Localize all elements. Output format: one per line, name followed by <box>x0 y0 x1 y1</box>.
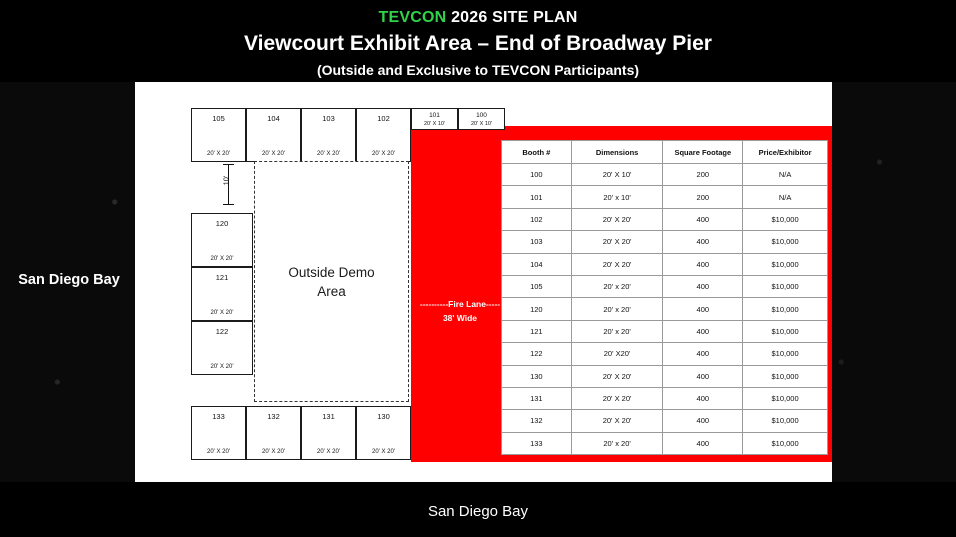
booth-number: 133 <box>212 412 225 421</box>
cell-dimensions: 20' x 20' <box>571 275 663 297</box>
booth-dimensions: 20' X 10' <box>423 121 446 127</box>
booth-101[interactable] <box>411 108 458 130</box>
booth-dimensions: 20' X 20' <box>210 364 234 370</box>
cell-dimensions: 20' X 20' <box>571 208 663 230</box>
dimension-cap-bottom <box>223 204 234 205</box>
cell-booth: 131 <box>502 387 572 409</box>
table-row <box>502 320 828 342</box>
booth-number: 121 <box>215 273 229 282</box>
booth-number: 100 <box>476 112 487 119</box>
cell-price: $10,000 <box>743 298 828 320</box>
fire-lane-width-text: 38' Wide <box>442 313 478 323</box>
booth-number: 130 <box>377 412 390 421</box>
cell-price: $10,000 <box>743 410 828 432</box>
demo-label-line2: Area <box>317 283 346 299</box>
booth-dimensions: 20' X 20' <box>317 151 340 157</box>
table-row <box>502 253 828 275</box>
cell-dimensions: 20' X 20' <box>571 387 663 409</box>
cell-price: $10,000 <box>743 365 828 387</box>
booth-number: 132 <box>267 412 280 421</box>
table-row <box>502 298 828 320</box>
cell-square-footage: 400 <box>663 253 743 275</box>
fire-lane-text: ----------Fire Lane----- <box>419 299 501 309</box>
booth-rate-table <box>501 140 828 455</box>
booth-number: 105 <box>212 114 225 123</box>
table-row <box>502 365 828 387</box>
booth-number: 101 <box>429 112 440 119</box>
cell-booth: 121 <box>502 320 572 342</box>
column-header-booth: Booth # <box>502 141 572 164</box>
table-row <box>502 164 828 186</box>
table-row <box>502 208 828 230</box>
label-san-diego-bay-bottom: San Diego Bay <box>427 503 529 520</box>
cell-dimensions: 20' X 20' <box>571 410 663 432</box>
kicker-line <box>0 8 956 28</box>
cell-square-footage: 400 <box>663 387 743 409</box>
booth-dimensions: 20' X 20' <box>207 151 230 157</box>
cell-price: N/A <box>743 186 828 208</box>
table-row <box>502 432 828 454</box>
cell-booth: 103 <box>502 231 572 253</box>
fire-lane-label <box>417 297 503 325</box>
booth-dimensions: 20' X 20' <box>207 449 230 455</box>
table-row <box>502 387 828 409</box>
booth-121[interactable] <box>191 267 253 321</box>
booth-number: 103 <box>322 114 335 123</box>
cell-square-footage: 400 <box>663 365 743 387</box>
booth-dimensions: 20' X 20' <box>317 449 340 455</box>
cell-booth: 120 <box>502 298 572 320</box>
demo-label-line1: Outside Demo <box>288 264 375 280</box>
booth-dimensions: 20' X 20' <box>372 449 395 455</box>
table-row <box>502 231 828 253</box>
column-header-square-footage: Square Footage <box>663 141 743 164</box>
column-header-price: Price/Exhibitor <box>743 141 828 164</box>
cell-square-footage: 400 <box>663 320 743 342</box>
outside-demo-area-label <box>288 263 374 301</box>
booth-102[interactable] <box>356 108 411 162</box>
brand-name: TEVCON <box>378 9 447 26</box>
booth-dimensions: 20' X 20' <box>262 151 285 157</box>
cell-square-footage: 400 <box>663 410 743 432</box>
booth-number: 122 <box>215 327 229 336</box>
booth-103[interactable] <box>301 108 356 162</box>
cell-price: $10,000 <box>743 387 828 409</box>
cell-booth: 100 <box>502 164 572 186</box>
outside-demo-area <box>254 161 409 402</box>
booth-130[interactable] <box>356 406 411 460</box>
cell-square-footage: 400 <box>663 275 743 297</box>
table-row <box>502 343 828 365</box>
site-plan-map <box>135 82 832 482</box>
page-subtitle: (Outside and Exclusive to TEVCON Participants) <box>316 62 640 78</box>
cell-square-footage: 400 <box>663 298 743 320</box>
booth-dimensions: 20' X 20' <box>262 449 285 455</box>
cell-square-footage: 400 <box>663 208 743 230</box>
cell-dimensions: 20' x 20' <box>571 320 663 342</box>
table-header-row <box>502 141 828 164</box>
cell-dimensions: 20' x 20' <box>571 298 663 320</box>
cell-square-footage: 200 <box>663 164 743 186</box>
booth-132[interactable] <box>246 406 301 460</box>
cell-square-footage: 400 <box>663 231 743 253</box>
page-header <box>0 8 956 79</box>
cell-booth: 132 <box>502 410 572 432</box>
booth-131[interactable] <box>301 406 356 460</box>
booth-105[interactable] <box>191 108 246 162</box>
table-row <box>502 410 828 432</box>
booth-133[interactable] <box>191 406 246 460</box>
cell-price: $10,000 <box>743 320 828 342</box>
cell-square-footage: 200 <box>663 186 743 208</box>
booth-120[interactable] <box>191 213 253 267</box>
cell-booth: 102 <box>502 208 572 230</box>
cell-booth: 105 <box>502 275 572 297</box>
booth-100[interactable] <box>458 108 505 130</box>
cell-dimensions: 20' X20' <box>571 343 663 365</box>
booth-number: 104 <box>267 114 280 123</box>
booth-number: 131 <box>322 412 335 421</box>
cell-price: $10,000 <box>743 343 828 365</box>
booth-number: 120 <box>215 219 229 228</box>
cell-price: $10,000 <box>743 275 828 297</box>
booth-104[interactable] <box>246 108 301 162</box>
cell-booth: 104 <box>502 253 572 275</box>
cell-price: $10,000 <box>743 208 828 230</box>
cell-dimensions: 20' X 20' <box>571 253 663 275</box>
cell-dimensions: 20' X 20' <box>571 231 663 253</box>
booth-122[interactable] <box>191 321 253 375</box>
table-row <box>502 275 828 297</box>
cell-price: N/A <box>743 164 828 186</box>
booth-dimensions: 20' X 10' <box>470 121 493 127</box>
column-header-dimensions: Dimensions <box>571 141 663 164</box>
cell-dimensions: 20' X 20' <box>571 365 663 387</box>
label-san-diego-bay-left: San Diego Bay <box>18 272 120 288</box>
cell-square-footage: 400 <box>663 343 743 365</box>
booth-dimensions: 20' X 20' <box>372 151 395 157</box>
booth-number: 102 <box>377 114 390 123</box>
booth-dimensions: 20' X 20' <box>210 256 234 262</box>
cell-dimensions: 20' x 10' <box>571 186 663 208</box>
kicker-rest: 2026 SITE PLAN <box>451 9 578 26</box>
cell-price: $10,000 <box>743 231 828 253</box>
cell-price: $10,000 <box>743 253 828 275</box>
cell-booth: 130 <box>502 365 572 387</box>
cell-dimensions: 20' x 20' <box>571 432 663 454</box>
cell-square-footage: 400 <box>663 432 743 454</box>
cell-booth: 133 <box>502 432 572 454</box>
cell-dimensions: 20' X 10' <box>571 164 663 186</box>
depth-dimension-marker <box>218 160 240 208</box>
cell-booth: 101 <box>502 186 572 208</box>
cell-booth: 122 <box>502 343 572 365</box>
booth-dimensions: 20' X 20' <box>210 310 234 316</box>
page-title: Viewcourt Exhibit Area – End of Broadway Pier <box>244 32 712 55</box>
table-row <box>502 186 828 208</box>
cell-price: $10,000 <box>743 432 828 454</box>
dimension-text: 10' <box>221 175 231 186</box>
